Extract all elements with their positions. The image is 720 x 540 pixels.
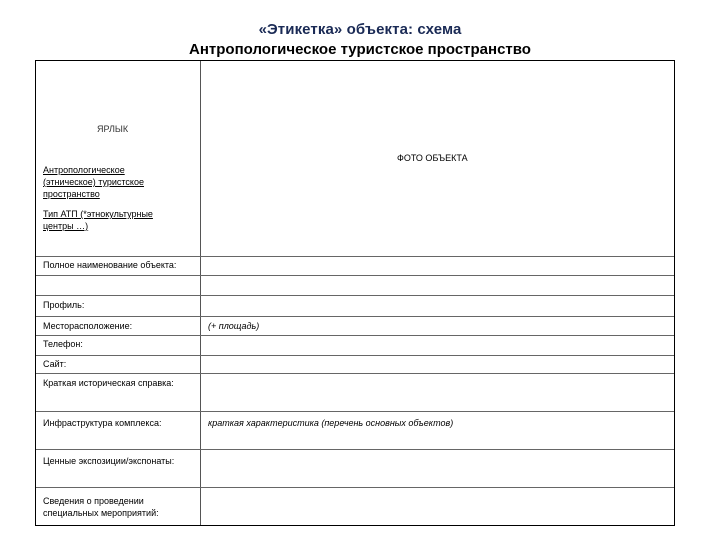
site-label: Сайт: [43,359,67,369]
row-divider [36,316,674,317]
row-divider [36,275,674,276]
page-subtitle: Антропологическое туристское пространство [189,41,531,58]
phone-label: Телефон: [43,339,83,349]
history-label: Краткая историческая справка: [43,378,174,388]
events-label-line2: специальных мероприятий: [43,508,159,518]
atp-link-line3[interactable]: пространство [43,189,100,199]
row-divider [36,487,674,488]
row-divider [36,335,674,336]
row-divider [36,355,674,356]
atp-link-line1[interactable]: Антропологическое [43,165,125,175]
type-link-line1[interactable]: Тип АТП (*этнокультурные [43,209,153,219]
full-name-label: Полное наименование объекта: [43,260,177,270]
row-divider [36,256,674,257]
events-label-line1: Сведения о проведении [43,496,144,506]
exhibits-label: Ценные экспозиции/экспонаты: [43,456,175,466]
atp-link-line2[interactable]: (этническое) туристское [43,177,144,187]
yarlyk-label: ЯРЛЫК [97,124,129,134]
infrastructure-label: Инфраструктура комплекса: [43,418,162,428]
row-divider [36,411,674,412]
row-divider [36,449,674,450]
row-divider [36,295,674,296]
photo-label: ФОТО ОБЪЕКТА [397,153,468,163]
location-label: Месторасположение: [43,321,133,331]
column-divider [200,61,201,525]
type-link-line2[interactable]: центры …) [43,221,89,231]
infrastructure-note: краткая характеристика (перечень основных объектов) [208,418,454,428]
location-note: (+ площадь) [208,321,260,331]
row-divider [36,373,674,374]
profile-label: Профиль: [43,300,85,310]
page-title: «Этикетка» объекта: схема [258,21,462,38]
